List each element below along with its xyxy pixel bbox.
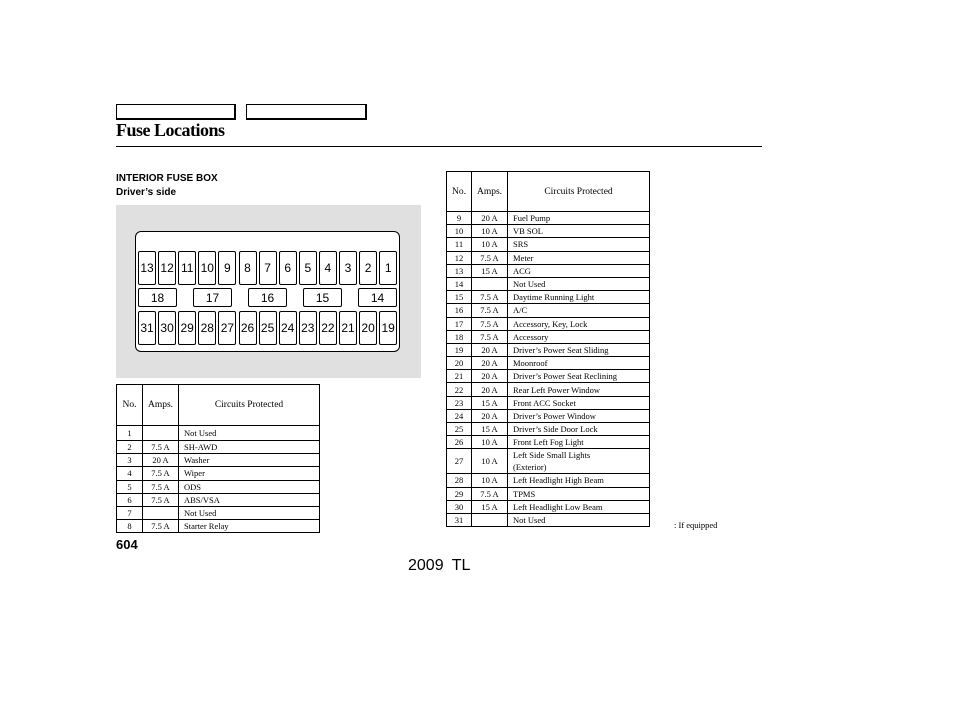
fuse-amps: 20 A bbox=[472, 212, 508, 225]
fuse-number: 27 bbox=[447, 449, 472, 474]
fuse-slot-28: 28 bbox=[198, 311, 216, 345]
fuse-amps: 15 A bbox=[472, 264, 508, 277]
table-row bbox=[447, 264, 650, 277]
col-header-no: No. bbox=[117, 385, 143, 426]
fuse-amps: 20 A bbox=[472, 370, 508, 383]
fuse-circuit: Left Headlight High Beam bbox=[508, 474, 650, 487]
table-row bbox=[447, 317, 650, 330]
table-row bbox=[117, 493, 320, 506]
fuse-circuit: Fuel Pump bbox=[508, 212, 650, 225]
fuse-circuit: Washer bbox=[179, 454, 320, 467]
fuse-slot-4: 4 bbox=[319, 251, 337, 285]
fuse-slot-31: 31 bbox=[138, 311, 156, 345]
fuse-number: 16 bbox=[447, 304, 472, 317]
fuse-amps bbox=[472, 513, 508, 526]
table-row bbox=[447, 487, 650, 500]
fuse-number: 2 bbox=[117, 441, 143, 454]
table-row bbox=[447, 449, 650, 474]
fuse-number: 10 bbox=[447, 225, 472, 238]
fuse-slot-30: 30 bbox=[158, 311, 176, 345]
table-row bbox=[447, 396, 650, 409]
model-label: 2009 TL bbox=[408, 557, 471, 574]
fuse-table-right bbox=[446, 171, 650, 527]
fuse-circuit: ODS bbox=[179, 480, 320, 493]
fuse-circuit: Not Used bbox=[508, 277, 650, 290]
table-row bbox=[447, 343, 650, 356]
fuse-circuit: ACG bbox=[508, 264, 650, 277]
table-row bbox=[447, 474, 650, 487]
fuse-circuit: Rear Left Power Window bbox=[508, 383, 650, 396]
table-row bbox=[447, 357, 650, 370]
fuse-amps: 20 A bbox=[472, 383, 508, 396]
fuse-slot-5: 5 bbox=[299, 251, 317, 285]
fuse-number: 7 bbox=[117, 506, 143, 519]
fuse-amps: 20 A bbox=[472, 343, 508, 356]
table-row bbox=[117, 467, 320, 480]
fuse-amps: 7.5 A bbox=[472, 304, 508, 317]
fuse-circuit: Accessory bbox=[508, 330, 650, 343]
fuse-amps: 7.5 A bbox=[472, 330, 508, 343]
fuse-number: 8 bbox=[117, 520, 143, 533]
fuse-number: 9 bbox=[447, 212, 472, 225]
table-row bbox=[447, 500, 650, 513]
fuse-amps: 7.5 A bbox=[143, 520, 179, 533]
table-row bbox=[447, 513, 650, 526]
fuse-number: 24 bbox=[447, 409, 472, 422]
table-row bbox=[447, 330, 650, 343]
fuse-circuit: TPMS bbox=[508, 487, 650, 500]
fuse-number: 29 bbox=[447, 487, 472, 500]
fuse-circuit: Not Used bbox=[179, 506, 320, 519]
table-row bbox=[447, 409, 650, 422]
fuse-circuit: Meter bbox=[508, 251, 650, 264]
fuse-slot-21: 21 bbox=[339, 311, 357, 345]
fuse-number: 4 bbox=[117, 467, 143, 480]
fuse-circuit-line: (Exterior) bbox=[513, 462, 547, 473]
fuse-number: 14 bbox=[447, 277, 472, 290]
fuse-circuit: ABS/VSA bbox=[179, 493, 320, 506]
fuse-circuit: Driver’s Power Window bbox=[508, 409, 650, 422]
fuse-circuit: A/C bbox=[508, 304, 650, 317]
table-row bbox=[447, 436, 650, 449]
fuse-number: 20 bbox=[447, 357, 472, 370]
fuse-slot-7: 7 bbox=[259, 251, 277, 285]
fuse-box-subheading: Driver’s side bbox=[116, 187, 177, 198]
table-row bbox=[447, 291, 650, 304]
fuse-slot-29: 29 bbox=[178, 311, 196, 345]
fuse-amps: 10 A bbox=[472, 449, 508, 474]
fuse-number: 26 bbox=[447, 436, 472, 449]
fuse-number: 6 bbox=[117, 493, 143, 506]
col-header-circuits: Circuits Protected bbox=[179, 385, 320, 426]
fuse-number: 19 bbox=[447, 343, 472, 356]
page-number: 604 bbox=[116, 537, 138, 552]
fuse-number: 22 bbox=[447, 383, 472, 396]
fuse-amps: 7.5 A bbox=[143, 467, 179, 480]
fuse-slot-18: 18 bbox=[138, 288, 177, 307]
fuse-slot-23: 23 bbox=[299, 311, 317, 345]
fuse-circuit: VB SOL bbox=[508, 225, 650, 238]
fuse-number: 25 bbox=[447, 423, 472, 436]
fuse-box-heading: INTERIOR FUSE BOX bbox=[116, 173, 218, 184]
fuse-amps: 20 A bbox=[472, 357, 508, 370]
fuse-circuit: Not Used bbox=[179, 426, 320, 441]
fuse-amps: 7.5 A bbox=[472, 317, 508, 330]
table-row bbox=[447, 383, 650, 396]
fuse-amps: 7.5 A bbox=[143, 441, 179, 454]
fuse-number: 28 bbox=[447, 474, 472, 487]
fuse-circuit: SH-AWD bbox=[179, 441, 320, 454]
table-row bbox=[117, 506, 320, 519]
fuse-slot-26: 26 bbox=[239, 311, 257, 345]
fuse-number: 13 bbox=[447, 264, 472, 277]
table-row bbox=[447, 251, 650, 264]
fuse-circuit: Driver’s Power Seat Reclining bbox=[508, 370, 650, 383]
footnote-if-equipped: : If equipped bbox=[674, 520, 718, 530]
fuse-circuit: Daytime Running Light bbox=[508, 291, 650, 304]
table-row bbox=[447, 423, 650, 436]
fuse-slot-9: 9 bbox=[218, 251, 236, 285]
fuse-amps: 7.5 A bbox=[472, 487, 508, 500]
fuse-amps bbox=[143, 426, 179, 441]
col-header-amps: Amps. bbox=[472, 172, 508, 212]
fuse-circuit bbox=[508, 449, 650, 474]
fuse-circuit: Left Headlight Low Beam bbox=[508, 500, 650, 513]
fuse-number: 1 bbox=[117, 426, 143, 441]
table-row bbox=[447, 304, 650, 317]
header-tab-box-right bbox=[246, 104, 367, 120]
fuse-circuit: Driver’s Side Door Lock bbox=[508, 423, 650, 436]
fuse-slot-1: 1 bbox=[379, 251, 397, 285]
table-row bbox=[447, 277, 650, 290]
fuse-slot-12: 12 bbox=[158, 251, 176, 285]
fuse-slot-10: 10 bbox=[198, 251, 216, 285]
fuse-number: 31 bbox=[447, 513, 472, 526]
table-row bbox=[117, 441, 320, 454]
table-row bbox=[117, 480, 320, 493]
fuse-slot-19: 19 bbox=[379, 311, 397, 345]
fuse-slot-22: 22 bbox=[319, 311, 337, 345]
fuse-number: 23 bbox=[447, 396, 472, 409]
fuse-slot-2: 2 bbox=[359, 251, 377, 285]
fuse-amps: 10 A bbox=[472, 225, 508, 238]
header-tab-box-left bbox=[116, 104, 236, 120]
fuse-amps: 20 A bbox=[143, 454, 179, 467]
fuse-slot-8: 8 bbox=[239, 251, 257, 285]
fuse-number: 21 bbox=[447, 370, 472, 383]
fuse-amps: 7.5 A bbox=[472, 251, 508, 264]
table-row bbox=[447, 225, 650, 238]
fuse-amps bbox=[472, 277, 508, 290]
fuse-slot-13: 13 bbox=[138, 251, 156, 285]
table-row bbox=[447, 370, 650, 383]
fuse-amps: 10 A bbox=[472, 238, 508, 251]
fuse-amps: 15 A bbox=[472, 423, 508, 436]
fuse-slot-20: 20 bbox=[359, 311, 377, 345]
fuse-slot-17: 17 bbox=[193, 288, 232, 307]
fuse-number: 17 bbox=[447, 317, 472, 330]
col-header-amps: Amps. bbox=[143, 385, 179, 426]
fuse-table-left bbox=[116, 384, 320, 533]
table-row bbox=[117, 426, 320, 441]
table-row bbox=[447, 238, 650, 251]
fuse-circuit: Wiper bbox=[179, 467, 320, 480]
col-header-circuits: Circuits Protected bbox=[508, 172, 650, 212]
fuse-circuit: Driver’s Power Seat Sliding bbox=[508, 343, 650, 356]
fuse-circuit: Starter Relay bbox=[179, 520, 320, 533]
fuse-slot-14: 14 bbox=[358, 288, 397, 307]
fuse-circuit: Front ACC Socket bbox=[508, 396, 650, 409]
fuse-slot-27: 27 bbox=[218, 311, 236, 345]
fuse-number: 5 bbox=[117, 480, 143, 493]
fuse-circuit: SRS bbox=[508, 238, 650, 251]
fuse-slot-24: 24 bbox=[279, 311, 297, 345]
fuse-amps: 15 A bbox=[472, 500, 508, 513]
fuse-amps bbox=[143, 506, 179, 519]
fuse-number: 12 bbox=[447, 251, 472, 264]
table-row bbox=[447, 212, 650, 225]
fuse-slot-16: 16 bbox=[248, 288, 287, 307]
fuse-slot-6: 6 bbox=[279, 251, 297, 285]
fuse-amps: 7.5 A bbox=[472, 291, 508, 304]
fuse-circuit: Moonroof bbox=[508, 357, 650, 370]
fuse-circuit: Not Used bbox=[508, 513, 650, 526]
fuse-number: 18 bbox=[447, 330, 472, 343]
fuse-amps: 10 A bbox=[472, 436, 508, 449]
fuse-slot-25: 25 bbox=[259, 311, 277, 345]
fuse-circuit-line: Left Side Small Lights bbox=[513, 450, 591, 461]
fuse-slot-3: 3 bbox=[339, 251, 357, 285]
fuse-amps: 7.5 A bbox=[143, 493, 179, 506]
title-rule bbox=[116, 146, 762, 147]
fuse-amps: 10 A bbox=[472, 474, 508, 487]
fuse-amps: 20 A bbox=[472, 409, 508, 422]
page-title: Fuse Locations bbox=[116, 120, 225, 140]
fuse-slot-11: 11 bbox=[178, 251, 196, 285]
fuse-number: 3 bbox=[117, 454, 143, 467]
col-header-no: No. bbox=[447, 172, 472, 212]
fuse-circuit: Accessory, Key, Lock bbox=[508, 317, 650, 330]
fuse-number: 15 bbox=[447, 291, 472, 304]
table-row bbox=[117, 454, 320, 467]
fuse-amps: 7.5 A bbox=[143, 480, 179, 493]
fuse-number: 11 bbox=[447, 238, 472, 251]
fuse-box-diagram bbox=[135, 231, 400, 352]
fuse-amps: 15 A bbox=[472, 396, 508, 409]
table-row bbox=[117, 520, 320, 533]
fuse-number: 30 bbox=[447, 500, 472, 513]
fuse-slot-15: 15 bbox=[303, 288, 342, 307]
fuse-circuit: Front Left Fog Light bbox=[508, 436, 650, 449]
